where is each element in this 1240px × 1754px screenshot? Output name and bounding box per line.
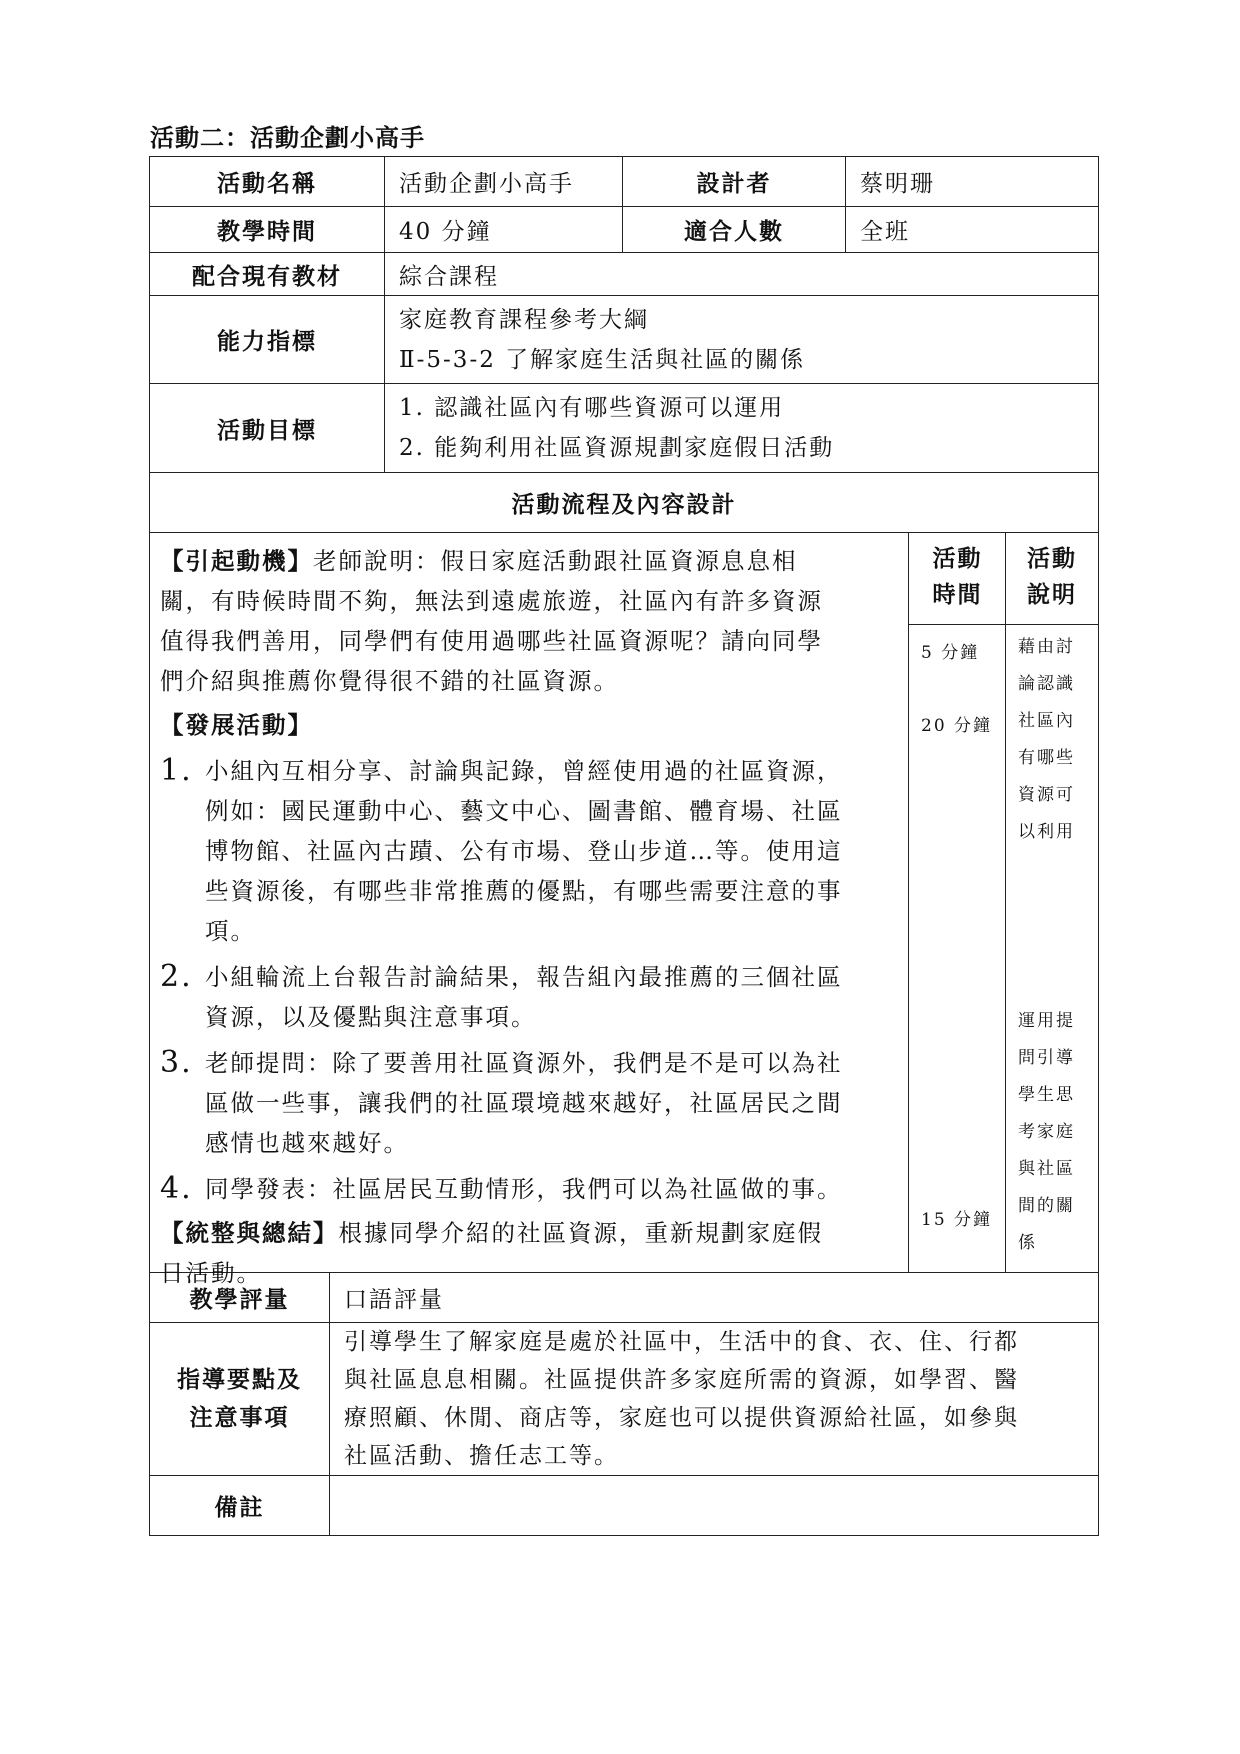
guidance-label: 指導要點及 注意事項	[150, 1323, 330, 1476]
item-line: 區做一些事，讓我們的社區環境越來越好，社區居民之間	[205, 1089, 843, 1117]
motivation-line: 關，有時候時間不夠，無法到遠處旅遊，社區內有許多資源	[160, 587, 823, 615]
goal-line: 1. 認識社區內有哪些資源可以運用	[399, 395, 785, 421]
item-line: 感情也越來越好。	[205, 1129, 409, 1157]
guidance-line: 療照顧、休閒、商店等，家庭也可以提供資源給社區，如參與	[344, 1405, 1019, 1431]
remarks-label: 備註	[150, 1476, 330, 1536]
activity-name-label: 活動名稱	[150, 157, 385, 207]
motivation-title: 【引起動機】	[160, 547, 313, 575]
designer-label: 設計者	[623, 157, 846, 207]
class-size-value: 全班	[846, 207, 1099, 253]
development-item	[160, 751, 1038, 951]
item-line: 資源，以及優點與注意事項。	[205, 1003, 537, 1031]
goal-line: 2. 能夠利用社區資源規劃家庭假日活動	[399, 435, 835, 461]
ability-value	[385, 296, 1099, 384]
assessment-value: 口語評量	[330, 1273, 1099, 1323]
assessment-label: 教學評量	[150, 1273, 330, 1323]
teaching-time-label: 教學時間	[150, 207, 385, 253]
item-line: 老師提問：除了要善用社區資源外，我們是不是可以為社	[205, 1049, 843, 1077]
goal-value	[385, 384, 1099, 473]
motivation-line: 值得我們善用，同學們有使用過哪些社區資源呢？請向同學	[160, 627, 823, 655]
activity-flow-cell	[150, 533, 1099, 1287]
item-line: 同學發表：社區居民互動情形，我們可以為社區做的事。	[205, 1175, 843, 1203]
activity-name-value: 活動企劃小高手	[385, 157, 623, 207]
document-title: 活動二：活動企劃小高手	[150, 123, 425, 152]
class-size-label: 適合人數	[623, 207, 846, 253]
note-discussion: 藉由討 論認識 社區內 有哪些 資源可 以利用	[1018, 637, 1075, 842]
guidance-line: 引導學生了解家庭是處於社區中，生活中的食、衣、住、行都	[344, 1329, 1019, 1355]
time-development: 20 分鐘	[921, 716, 993, 736]
activity-note-header: 活動 說明	[1006, 533, 1098, 625]
item-line: 小組輪流上台報告討論結果，報告組內最推薦的三個社區	[205, 963, 843, 991]
development-item	[160, 1043, 1038, 1163]
item-number: 4.	[160, 1171, 193, 1206]
ability-line: Ⅱ-5-3-2 了解家庭生活與社區的關係	[399, 346, 806, 373]
development-item	[160, 1169, 1038, 1209]
summary-title: 【統整與總結】	[160, 1219, 339, 1247]
item-number: 3.	[160, 1045, 193, 1080]
guidance-line: 社區活動、擔任志工等。	[344, 1443, 619, 1469]
activity-time-column	[908, 533, 1006, 1272]
goal-label: 活動目標	[150, 384, 385, 473]
activity-note-column	[1005, 533, 1098, 1272]
teaching-time-value: 40 分鐘	[385, 207, 623, 253]
time-motivation: 5 分鐘	[921, 643, 980, 663]
lesson-plan-table	[149, 156, 1099, 1536]
guidance-value	[330, 1323, 1099, 1476]
development-item	[160, 957, 1038, 1037]
item-line: 小組內互相分享、討論與記錄，曾經使用過的社區資源，	[205, 757, 843, 785]
ability-label: 能力指標	[150, 296, 385, 384]
remarks-value	[330, 1476, 1099, 1536]
ability-line: 家庭教育課程參考大綱	[399, 306, 649, 333]
flow-header: 活動流程及內容設計	[150, 473, 1099, 533]
item-line: 項。	[205, 917, 256, 945]
note-questioning: 運用提 問引導 學生思 考家庭 與社區 間的關 係	[1018, 1011, 1075, 1253]
summary-line: 根據同學介紹的社區資源，重新規劃家庭假	[338, 1219, 823, 1247]
item-number: 1.	[160, 753, 193, 788]
time-summary: 15 分鐘	[921, 1210, 993, 1230]
guidance-line: 與社區息息相關。社區提供許多家庭所需的資源，如學習、醫	[344, 1367, 1019, 1393]
motivation-line: 老師說明：假日家庭活動跟社區資源息息相	[313, 547, 798, 575]
material-label: 配合現有教材	[150, 253, 385, 296]
activity-flow-text	[160, 541, 1038, 1293]
item-number: 2.	[160, 959, 193, 994]
summary-line: 日活動。	[160, 1259, 262, 1287]
designer-value: 蔡明珊	[846, 157, 1099, 207]
item-line: 例如：國民運動中心、藝文中心、圖書館、體育場、社區	[205, 797, 843, 825]
material-value: 綜合課程	[385, 253, 1099, 296]
motivation-line: 們介紹與推薦你覺得很不錯的社區資源。	[160, 667, 619, 695]
item-line: 些資源後，有哪些非常推薦的優點，有哪些需要注意的事	[205, 877, 843, 905]
activity-time-header: 活動 時間	[909, 533, 1006, 625]
development-title: 【發展活動】	[160, 711, 313, 739]
item-line: 博物館、社區內古蹟、公有市場、登山步道…等。使用這	[205, 837, 843, 865]
